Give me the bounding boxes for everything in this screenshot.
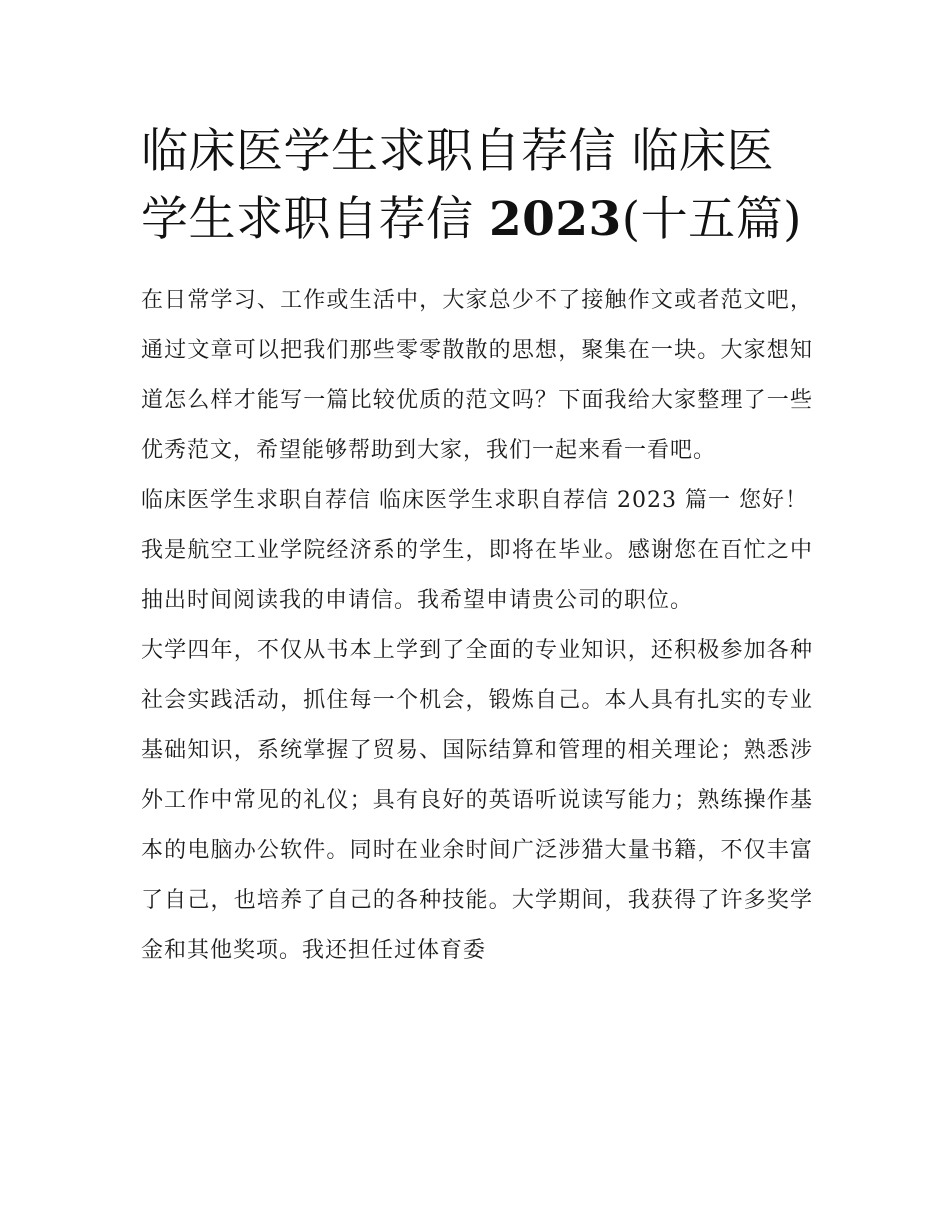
title-suffix: (十五篇) [621, 192, 802, 247]
letter-paragraph-intro: 我是航空工业学院经济系的学生，即将在毕业。感谢您在百忙之中抽出时间阅读我的申请信。我希望申请贵公司的职位。 [141, 538, 813, 613]
title-text: 临床医学生求职自荐信 临床医学生求职自荐信 [141, 124, 774, 247]
letter-heading-greeting: 临床医学生求职自荐信 临床医学生求职自荐信 2023 篇一 您好！ [141, 488, 808, 513]
intro-paragraph: 在日常学习、工作或生活中，大家总少不了接触作文或者范文吧，通过文章可以把我们那些零零散散的思想，聚集在一块。大家想知道怎么样才能写一篇比较优质的范文吗？下面我给大家整理了一些优秀范文，希望能够帮助到大家，我们一起来看一看吧。 [141, 288, 813, 463]
letter-paragraph-experience: 大学四年，不仅从书本上学到了全面的专业知识，还积极参加各种社会实践活动，抓住每一个机会，锻炼自己。本人具有扎实的专业基础知识，系统掌握了贸易、国际结算和管理的相关理论；熟悉涉外工作中常见的礼仪；具有良好的英语听说读写能力；熟练操作基本的电脑办公软件。同时在业余时间广泛涉猎大量书籍，不仅丰富了自己，也培养了自己的各种技能。大学期间，我获得了许多奖学金和其他奖项。我还担任过体育委 [141, 638, 813, 963]
document-title [141, 118, 813, 254]
document-content [141, 118, 813, 976]
title-year: 2023 [488, 192, 622, 247]
